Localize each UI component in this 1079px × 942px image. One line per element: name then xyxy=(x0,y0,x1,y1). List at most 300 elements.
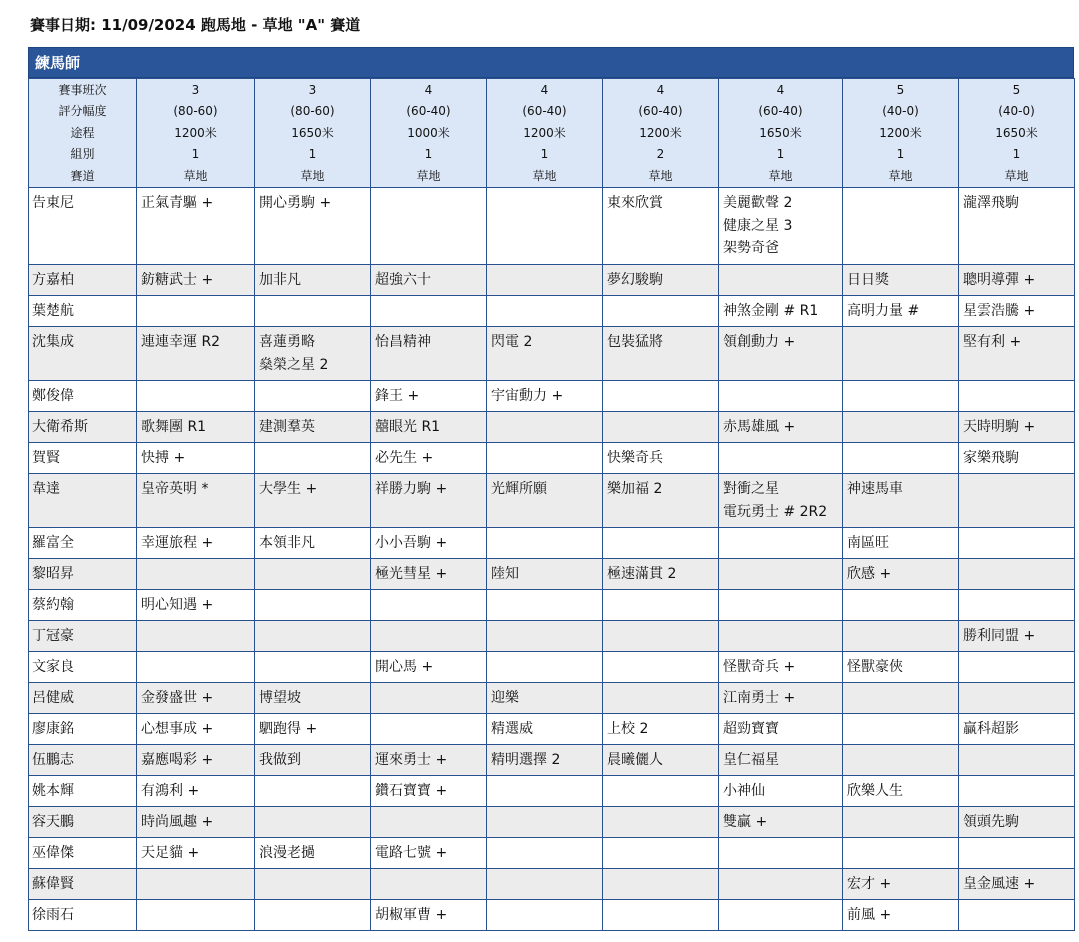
entry-cell xyxy=(719,559,843,590)
entry-cell xyxy=(959,474,1075,528)
horse-name: 上校 2 xyxy=(607,721,649,738)
entry-cell xyxy=(719,869,843,900)
entry-cell xyxy=(719,327,843,381)
entry-cell xyxy=(719,265,843,296)
entry-cell xyxy=(843,474,959,528)
entry-cell xyxy=(371,869,487,900)
entry-cell xyxy=(603,714,719,745)
entry-cell xyxy=(843,412,959,443)
race-track: 草地 xyxy=(768,168,793,183)
race-distance: 1200米 xyxy=(523,125,566,140)
entry-cell xyxy=(843,296,959,327)
race-group: 1 xyxy=(308,147,317,162)
entry-cell xyxy=(255,381,371,412)
entry-cell xyxy=(959,621,1075,652)
horse-name: 聰明導彈 + xyxy=(963,272,1036,289)
entry-cell xyxy=(603,474,719,528)
horse-name: 精選威 xyxy=(491,721,533,738)
entry-cell xyxy=(255,412,371,443)
horse-name: 怪獸奇兵 + xyxy=(723,659,796,676)
horse-name: 極光彗星 + xyxy=(375,566,448,583)
horse-name: 浪漫老撾 xyxy=(259,845,315,862)
race-class: 4 xyxy=(656,83,665,97)
entry-cell xyxy=(255,590,371,621)
race-rating: (60-40) xyxy=(758,104,803,119)
horse-name: 胡椒軍曹 + xyxy=(375,907,448,924)
race-column-header xyxy=(487,79,603,188)
entry-cell xyxy=(719,296,843,327)
horse-name: 超勁寶寶 xyxy=(723,721,779,738)
horse-name: 赤馬雄風 + xyxy=(723,419,796,436)
horse-name: 堅有利 + xyxy=(963,334,1022,351)
race-rating: (80-60) xyxy=(290,104,335,119)
header-label: 組別 xyxy=(70,147,95,162)
trainer-table-container xyxy=(28,47,1074,931)
entry-cell xyxy=(487,714,603,745)
entry-cell xyxy=(603,807,719,838)
entry-cell xyxy=(255,188,371,265)
entry-cell xyxy=(137,474,255,528)
race-column-header xyxy=(603,79,719,188)
entry-cell xyxy=(719,714,843,745)
entry-cell xyxy=(719,683,843,714)
entry-cell xyxy=(843,559,959,590)
entry-cell xyxy=(371,714,487,745)
entry-cell xyxy=(959,590,1075,621)
entry-cell xyxy=(255,528,371,559)
horse-name: 正氣青驅 + xyxy=(141,195,214,212)
entry-cell xyxy=(843,714,959,745)
horse-name: 極速滿貫 2 xyxy=(607,566,677,583)
entry-cell xyxy=(719,621,843,652)
entry-cell xyxy=(137,265,255,296)
entry-cell xyxy=(371,296,487,327)
entry-cell xyxy=(255,559,371,590)
race-distance: 1650米 xyxy=(759,125,802,140)
horse-name: 雙贏 + xyxy=(723,814,768,831)
horse-name: 神煞金剛 # R1 xyxy=(723,303,819,320)
horse-name: 皇金風速 + xyxy=(963,876,1036,893)
entry-cell xyxy=(255,900,371,931)
entry-cell xyxy=(487,776,603,807)
horse-name: 必先生 + xyxy=(375,450,434,467)
horse-name: 迎樂 xyxy=(491,690,519,707)
race-track: 草地 xyxy=(888,168,913,183)
entry-cell xyxy=(487,559,603,590)
horse-name: 精明選擇 2 xyxy=(491,752,561,769)
horse-name: 燊榮之星 2 xyxy=(259,356,329,373)
horse-name: 勝利同盟 + xyxy=(963,628,1036,645)
header-labels-cell xyxy=(29,79,137,188)
race-distance: 1200米 xyxy=(879,125,922,140)
entry-cell xyxy=(959,188,1075,265)
horse-name: 晨曦儷人 xyxy=(607,752,663,769)
entry-cell xyxy=(137,381,255,412)
trainer-name: 韋達 xyxy=(29,474,137,528)
horse-name: 瀧澤飛駒 xyxy=(963,195,1019,212)
horse-name: 星雲浩騰 + xyxy=(963,303,1036,320)
horse-name: 宏才 + xyxy=(847,876,892,893)
race-distance: 1000米 xyxy=(407,125,450,140)
entry-cell xyxy=(137,869,255,900)
entry-cell xyxy=(371,652,487,683)
horse-name: 明心知遇 + xyxy=(141,597,214,614)
entry-cell xyxy=(255,443,371,474)
race-track: 草地 xyxy=(416,168,441,183)
entry-cell xyxy=(843,590,959,621)
horse-name: 歌舞團 R1 xyxy=(141,419,207,436)
race-distance: 1650米 xyxy=(995,125,1038,140)
entry-cell xyxy=(487,327,603,381)
horse-name: 電路七號 + xyxy=(375,845,448,862)
horse-name: 怪獸豪俠 xyxy=(847,659,903,676)
entry-cell xyxy=(843,265,959,296)
race-column-header xyxy=(255,79,371,188)
table-row xyxy=(29,474,1075,528)
horse-name: 欣樂人生 xyxy=(847,783,903,800)
race-rating: (60-40) xyxy=(406,104,451,119)
entry-cell xyxy=(959,443,1075,474)
entry-cell xyxy=(371,776,487,807)
race-header-row xyxy=(29,79,1075,188)
entry-cell xyxy=(255,652,371,683)
entry-cell xyxy=(487,683,603,714)
entry-cell xyxy=(137,559,255,590)
entry-cell xyxy=(603,528,719,559)
race-track: 草地 xyxy=(532,168,557,183)
horse-name: 時尚風趣 + xyxy=(141,814,214,831)
entry-cell xyxy=(603,265,719,296)
horse-name: 天足貓 + xyxy=(141,845,200,862)
entry-cell xyxy=(603,683,719,714)
table-row xyxy=(29,683,1075,714)
horse-name: 運來勇士 + xyxy=(375,752,448,769)
entry-cell xyxy=(255,838,371,869)
header-label: 賽事班次 xyxy=(58,83,107,97)
entry-cell xyxy=(719,776,843,807)
table-row xyxy=(29,443,1075,474)
horse-name: 博望坡 xyxy=(259,690,301,707)
entry-cell xyxy=(843,776,959,807)
table-row xyxy=(29,900,1075,931)
race-class: 5 xyxy=(896,83,905,97)
entry-cell xyxy=(959,528,1075,559)
entry-cell xyxy=(371,621,487,652)
table-row xyxy=(29,838,1075,869)
horse-name: 高明力量 # xyxy=(847,303,920,320)
horse-name: 開心馬 + xyxy=(375,659,434,676)
entry-cell xyxy=(137,745,255,776)
horse-name: 超強六十 xyxy=(375,272,431,289)
horse-name: 喜蓮勇略 xyxy=(259,334,315,351)
horse-name: 樂加福 2 xyxy=(607,481,663,498)
horse-name: 美麗歡聲 2 xyxy=(723,195,793,212)
horse-name: 祥勝力駒 + xyxy=(375,481,448,498)
page-title: 賽事日期: 11/09/2024 跑馬地 - 草地 "A" 賽道 xyxy=(30,16,361,34)
entry-cell xyxy=(137,838,255,869)
entry-cell xyxy=(487,807,603,838)
entry-cell xyxy=(371,265,487,296)
race-distance: 1650米 xyxy=(291,125,334,140)
horse-name: 天時明駒 + xyxy=(963,419,1036,436)
entry-cell xyxy=(371,474,487,528)
entry-cell xyxy=(959,807,1075,838)
table-row xyxy=(29,590,1075,621)
entry-cell xyxy=(959,265,1075,296)
entry-cell xyxy=(603,776,719,807)
entry-cell xyxy=(719,590,843,621)
entry-cell xyxy=(137,621,255,652)
horse-name: 囍眼光 R1 xyxy=(375,419,441,436)
entry-cell xyxy=(487,745,603,776)
entry-cell xyxy=(255,776,371,807)
entry-cell xyxy=(137,188,255,265)
race-group: 1 xyxy=(424,147,433,162)
entry-cell xyxy=(843,188,959,265)
race-track: 草地 xyxy=(648,168,673,183)
race-group: 1 xyxy=(191,147,200,162)
trainer-name: 黎昭昇 xyxy=(29,559,137,590)
race-group: 1 xyxy=(540,147,549,162)
trainer-name: 告東尼 xyxy=(29,188,137,265)
entry-cell xyxy=(487,590,603,621)
entry-cell xyxy=(959,900,1075,931)
entry-cell xyxy=(371,807,487,838)
entry-cell xyxy=(603,296,719,327)
horse-name: 領創動力 + xyxy=(723,334,796,351)
entry-cell xyxy=(959,412,1075,443)
entry-cell xyxy=(959,869,1075,900)
trainer-name: 方嘉柏 xyxy=(29,265,137,296)
entry-cell xyxy=(487,900,603,931)
entry-cell xyxy=(487,652,603,683)
horse-name: 包裝猛將 xyxy=(607,334,663,351)
race-group: 1 xyxy=(896,147,905,162)
entry-cell xyxy=(371,590,487,621)
table-row xyxy=(29,559,1075,590)
horse-name: 贏科超影 xyxy=(963,721,1019,738)
horse-name: 本領非凡 xyxy=(259,535,315,552)
entry-cell xyxy=(255,621,371,652)
table-row xyxy=(29,296,1075,327)
table-row xyxy=(29,412,1075,443)
entry-cell xyxy=(255,296,371,327)
table-row xyxy=(29,714,1075,745)
horse-name: 連連幸運 R2 xyxy=(141,334,221,351)
entry-cell xyxy=(255,714,371,745)
entry-cell xyxy=(255,327,371,381)
entry-cell xyxy=(719,474,843,528)
entry-cell xyxy=(487,265,603,296)
trainer-name: 容天鵬 xyxy=(29,807,137,838)
entry-cell xyxy=(603,869,719,900)
entry-cell xyxy=(603,559,719,590)
entry-cell xyxy=(843,869,959,900)
trainer-name: 文家良 xyxy=(29,652,137,683)
horse-name: 金發盛世 + xyxy=(141,690,214,707)
entry-cell xyxy=(371,327,487,381)
race-track: 草地 xyxy=(300,168,325,183)
race-distance: 1200米 xyxy=(174,125,217,140)
entry-cell xyxy=(959,683,1075,714)
horse-name: 我做到 xyxy=(259,752,301,769)
horse-name: 江南勇士 + xyxy=(723,690,796,707)
horse-name: 領頭先駒 xyxy=(963,814,1019,831)
horse-name: 開心勇駒 + xyxy=(259,195,332,212)
entry-cell xyxy=(843,652,959,683)
entry-cell xyxy=(959,559,1075,590)
race-class: 5 xyxy=(1012,83,1021,97)
entry-cell xyxy=(371,188,487,265)
trainer-name: 葉楚航 xyxy=(29,296,137,327)
entry-cell xyxy=(843,528,959,559)
race-column-header xyxy=(137,79,255,188)
entry-cell xyxy=(843,621,959,652)
race-group: 2 xyxy=(656,147,665,162)
race-rating: (40-0) xyxy=(998,104,1035,119)
trainer-name: 鄭俊偉 xyxy=(29,381,137,412)
entry-cell xyxy=(487,838,603,869)
race-rating: (60-40) xyxy=(522,104,567,119)
race-group: 1 xyxy=(1012,147,1021,162)
horse-name: 架勢奇爸 xyxy=(723,240,779,257)
entry-cell xyxy=(959,296,1075,327)
entry-cell xyxy=(959,381,1075,412)
entry-cell xyxy=(487,474,603,528)
entry-cell xyxy=(719,188,843,265)
entry-cell xyxy=(843,443,959,474)
horse-name: 快樂奇兵 xyxy=(607,450,663,467)
trainer-name: 廖康銘 xyxy=(29,714,137,745)
race-track: 草地 xyxy=(183,168,208,183)
entry-cell xyxy=(137,443,255,474)
entry-cell xyxy=(843,807,959,838)
horse-name: 幸運旅程 + xyxy=(141,535,214,552)
entry-cell xyxy=(719,652,843,683)
entry-cell xyxy=(719,745,843,776)
race-rating: (80-60) xyxy=(173,104,218,119)
horse-name: 建測羣英 xyxy=(259,419,315,436)
horse-name: 鑽石寶寶 + xyxy=(375,783,448,800)
entry-cell xyxy=(719,807,843,838)
trainer-name: 呂健威 xyxy=(29,683,137,714)
race-column-header xyxy=(719,79,843,188)
table-row xyxy=(29,265,1075,296)
horse-name: 鈁糖武士 + xyxy=(141,272,214,289)
header-label: 途程 xyxy=(70,125,95,140)
entry-cell xyxy=(719,528,843,559)
trainer-name: 姚本輝 xyxy=(29,776,137,807)
trainer-name: 沈集成 xyxy=(29,327,137,381)
table-row xyxy=(29,869,1075,900)
horse-name: 健康之星 3 xyxy=(723,217,793,234)
entry-cell xyxy=(959,714,1075,745)
table-row xyxy=(29,807,1075,838)
entry-cell xyxy=(371,381,487,412)
entry-cell xyxy=(719,443,843,474)
entry-cell xyxy=(603,412,719,443)
horse-name: 加非凡 xyxy=(259,272,301,289)
entry-cell xyxy=(487,188,603,265)
entry-cell xyxy=(843,327,959,381)
entry-cell xyxy=(719,838,843,869)
race-distance: 1200米 xyxy=(639,125,682,140)
trainer-name: 蘇偉賢 xyxy=(29,869,137,900)
entry-cell xyxy=(959,327,1075,381)
race-class: 4 xyxy=(540,83,549,97)
race-class: 4 xyxy=(424,83,433,97)
horse-name: 小神仙 xyxy=(723,783,765,800)
horse-name: 駟跑得 + xyxy=(259,721,318,738)
entry-cell xyxy=(137,776,255,807)
entry-cell xyxy=(843,900,959,931)
race-track: 草地 xyxy=(1004,168,1029,183)
entry-cell xyxy=(487,412,603,443)
entry-cell xyxy=(487,869,603,900)
table-row xyxy=(29,621,1075,652)
entry-cell xyxy=(603,381,719,412)
race-rating: (40-0) xyxy=(882,104,919,119)
horse-name: 宇宙動力 + xyxy=(491,388,564,405)
entry-cell xyxy=(255,807,371,838)
entry-cell xyxy=(603,443,719,474)
entry-cell xyxy=(603,900,719,931)
entry-cell xyxy=(959,745,1075,776)
entry-cell xyxy=(137,807,255,838)
entry-cell xyxy=(843,381,959,412)
table-row xyxy=(29,776,1075,807)
table-row xyxy=(29,381,1075,412)
entry-cell xyxy=(371,528,487,559)
table-row xyxy=(29,745,1075,776)
trainer-entries-table xyxy=(28,78,1075,931)
table-row xyxy=(29,327,1075,381)
entry-cell xyxy=(719,900,843,931)
race-column-header xyxy=(843,79,959,188)
entry-cell xyxy=(255,683,371,714)
entry-cell xyxy=(719,412,843,443)
trainer-name: 伍鵬志 xyxy=(29,745,137,776)
horse-name: 光輝所願 xyxy=(491,481,547,498)
horse-name: 東來欣賞 xyxy=(607,195,663,212)
entry-cell xyxy=(255,474,371,528)
entry-cell xyxy=(603,745,719,776)
entry-cell xyxy=(603,590,719,621)
table-banner: 練馬師 xyxy=(28,47,1074,78)
trainer-name: 巫偉傑 xyxy=(29,838,137,869)
horse-name: 前風 + xyxy=(847,907,892,924)
entry-cell xyxy=(371,838,487,869)
trainer-name: 賀賢 xyxy=(29,443,137,474)
race-class: 4 xyxy=(776,83,785,97)
horse-name: 電玩勇士 # 2R2 xyxy=(723,503,828,520)
entry-cell xyxy=(959,776,1075,807)
entry-cell xyxy=(603,327,719,381)
entry-cell xyxy=(603,838,719,869)
race-group: 1 xyxy=(776,147,785,162)
entry-cell xyxy=(371,443,487,474)
horse-name: 有鴻利 + xyxy=(141,783,200,800)
entry-cell xyxy=(487,381,603,412)
entry-cell xyxy=(137,296,255,327)
entry-cell xyxy=(137,590,255,621)
header-label: 評分幅度 xyxy=(58,104,107,119)
horse-name: 對衝之星 xyxy=(723,481,779,498)
entry-cell xyxy=(255,265,371,296)
horse-name: 欣感 + xyxy=(847,566,892,583)
entry-cell xyxy=(137,900,255,931)
entry-cell xyxy=(603,188,719,265)
